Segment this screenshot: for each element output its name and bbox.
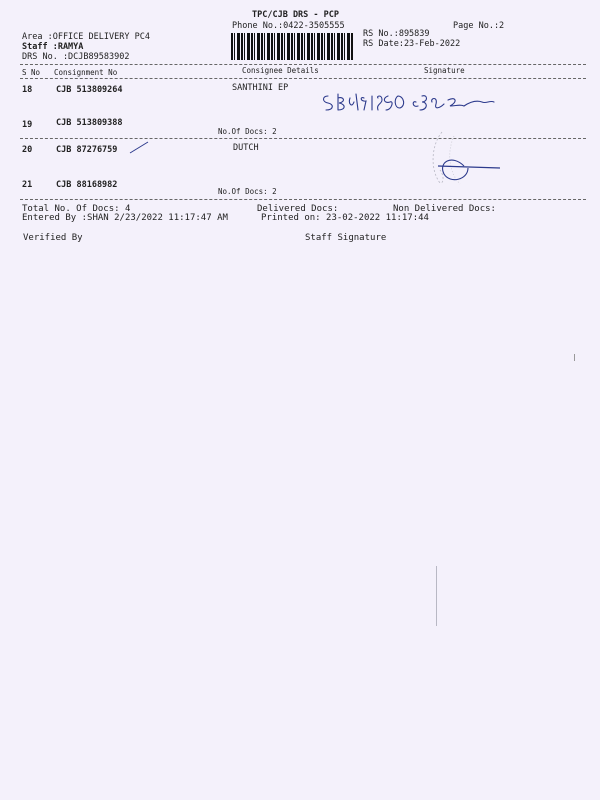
drs-number: DRS No. :DCJB89583902 [22, 52, 130, 62]
row-sno: 21 [22, 180, 33, 190]
row-doc-count: No.Of Docs: 2 [218, 187, 277, 196]
printed-on: Printed on: 23-02-2022 11:17:44 [261, 213, 429, 223]
page-number: Page No.:2 [453, 21, 505, 31]
row-consignee: SANTHINI EP [232, 83, 289, 93]
scan-mark [574, 354, 575, 361]
area-label: Area :OFFICE DELIVERY PC4 [22, 32, 150, 42]
column-header-rule [20, 78, 586, 79]
row-consignee: DUTCH [233, 143, 259, 153]
verified-by: Verified By [23, 233, 83, 243]
row-consignment-no: CJB 513809388 [56, 118, 123, 128]
table-end-rule [20, 199, 586, 200]
row-sno: 19 [22, 120, 33, 130]
staff-label: Staff :RAMYA [22, 42, 84, 52]
rs-date: RS Date:23-Feb-2022 [363, 39, 461, 49]
stamp-scribble [424, 126, 504, 196]
header-rule [20, 64, 586, 65]
row-doc-count: No.Of Docs: 2 [218, 127, 277, 136]
total-docs: Total No. Of Docs: 4 [22, 204, 131, 214]
column-header-sno: S No [22, 68, 41, 77]
phone-number: Phone No.:0422-3505555 [232, 21, 345, 31]
column-header-consignee: Consignee Details [242, 66, 319, 75]
signature-scribble [320, 90, 500, 116]
row-consignment-no: CJB 513809264 [56, 85, 123, 95]
column-header-signature: Signature [424, 66, 465, 75]
barcode-image [231, 33, 353, 60]
document-title: TPC/CJB DRS - PCP [252, 10, 339, 20]
row-sno: 18 [22, 85, 33, 95]
non-delivered-docs: Non Delivered Docs: [393, 204, 496, 214]
column-header-consignment: Consignment No [54, 68, 118, 77]
delivered-docs: Delivered Docs: [257, 204, 339, 214]
tick-mark [128, 140, 150, 154]
row-sno: 20 [22, 145, 33, 155]
staff-signature: Staff Signature [305, 233, 387, 243]
row-consignment-no: CJB 88168982 [56, 180, 118, 190]
rs-number: RS No.:895839 [363, 29, 430, 39]
row-consignment-no: CJB 87276759 [56, 145, 118, 155]
scan-mark [436, 566, 437, 626]
entered-by: Entered By :SHAN 2/23/2022 11:17:47 AM [22, 213, 228, 223]
